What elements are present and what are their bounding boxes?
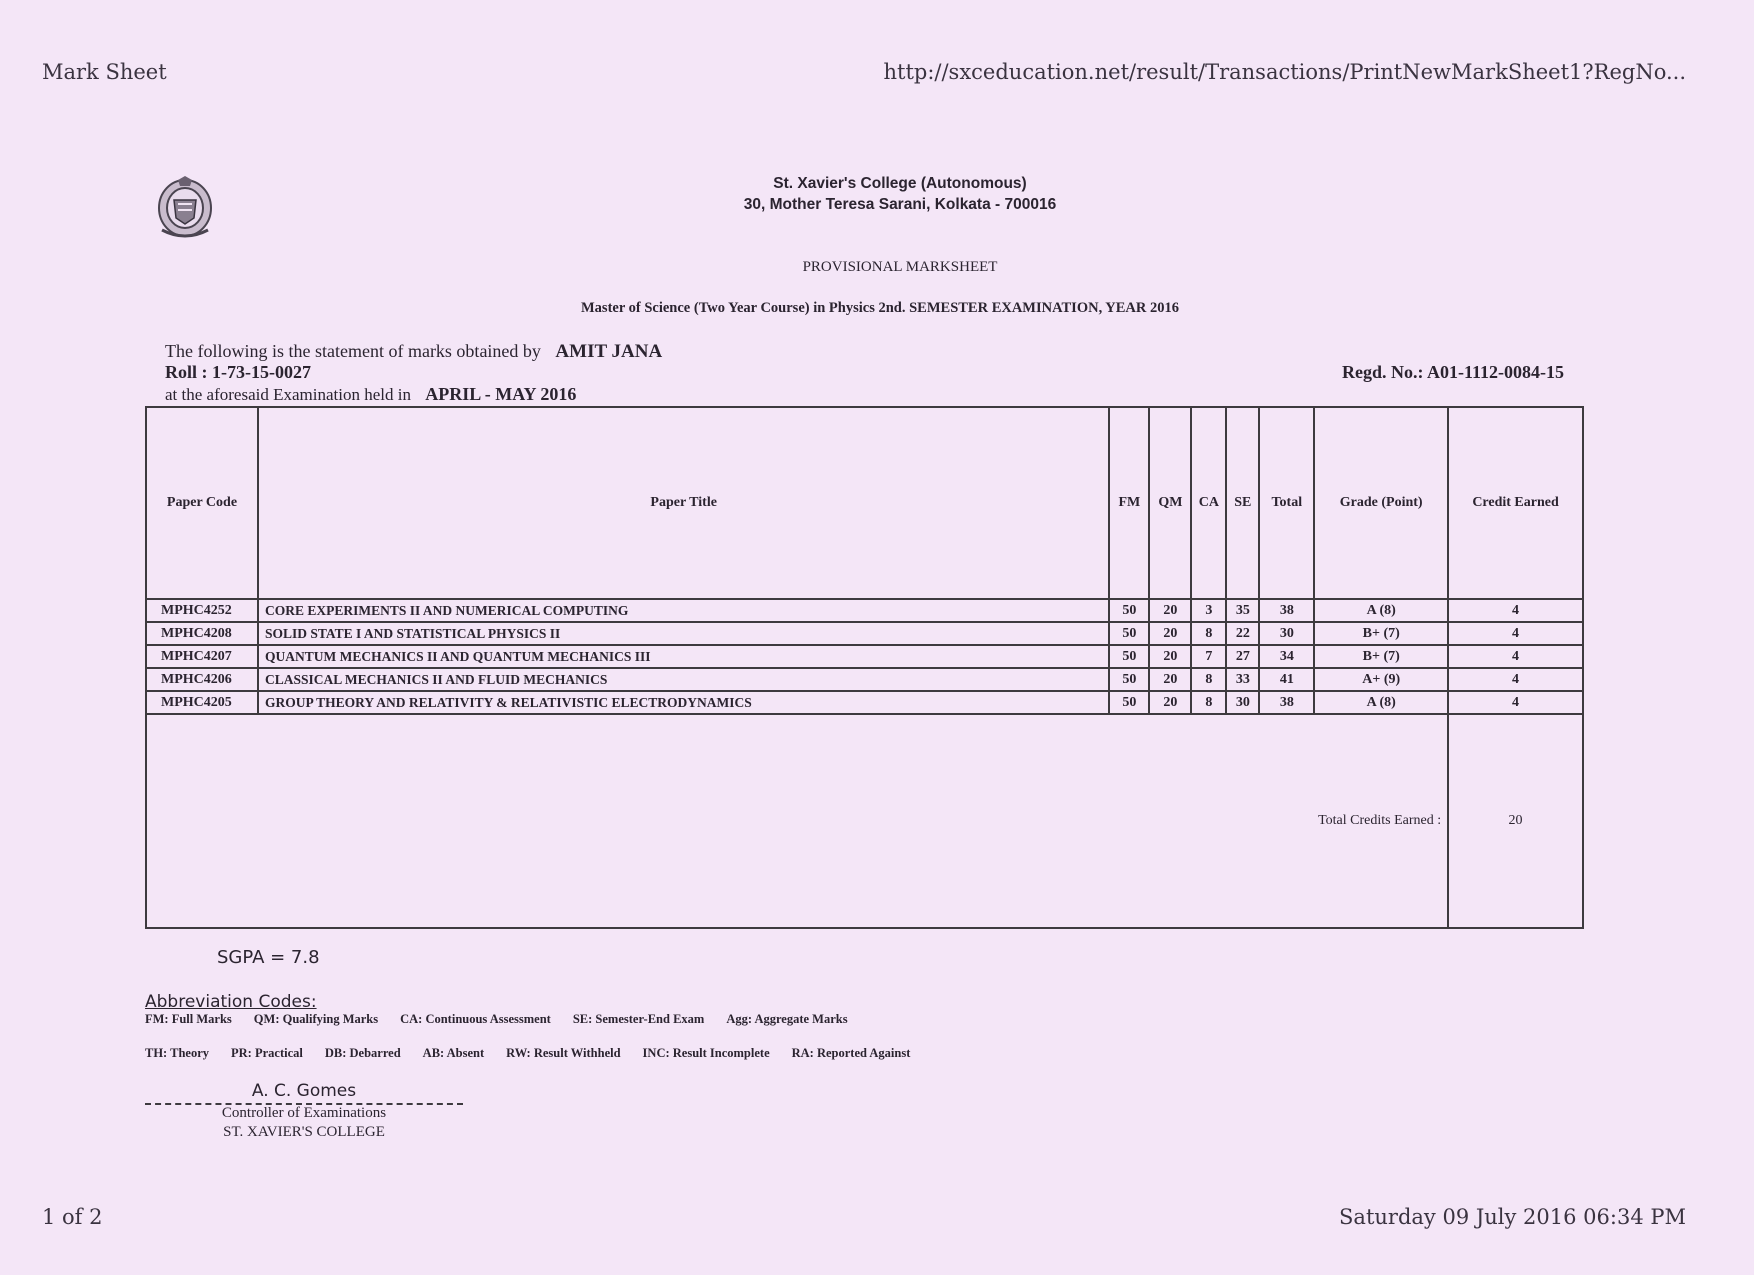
cell-qm: 20: [1149, 622, 1191, 645]
statement-prefix: The following is the statement of marks obtained by: [165, 341, 541, 361]
cell-fm: 50: [1109, 622, 1149, 645]
cell-se: 27: [1226, 645, 1259, 668]
marks-table: [145, 406, 1584, 929]
cell-credit: 4: [1448, 599, 1583, 622]
abbreviation-item: FM: Full Marks: [145, 1012, 232, 1026]
held-line: [165, 384, 576, 405]
table-row: [146, 691, 1583, 714]
abbreviation-heading: Abbreviation Codes:: [145, 992, 317, 1012]
cell-paper-code: MPHC4208: [146, 622, 258, 645]
abbreviation-item: SE: Semester-End Exam: [572, 1012, 705, 1026]
abbreviation-item: Agg: Aggregate Marks: [726, 1012, 848, 1026]
col-grade: Grade (Point): [1314, 407, 1448, 599]
total-credits-label: Total Credits Earned :: [146, 714, 1448, 928]
statement-line: [165, 341, 662, 363]
table-row: [146, 622, 1583, 645]
cell-credit: 4: [1448, 622, 1583, 645]
abbreviation-item: CA: Continuous Assessment: [400, 1012, 551, 1026]
student-name: AMIT JANA: [555, 341, 663, 362]
cell-fm: 50: [1109, 645, 1149, 668]
roll-number: Roll : 1-73-15-0027: [165, 362, 311, 382]
signatory-name: A. C. Gomes: [251, 1081, 357, 1101]
cell-qm: 20: [1149, 645, 1191, 668]
cell-credit: 4: [1448, 668, 1583, 691]
cell-paper-code: MPHC4206: [146, 668, 258, 691]
cell-fm: 50: [1109, 599, 1149, 622]
table-header-row: [146, 407, 1583, 599]
abbreviation-line-2: [145, 1046, 932, 1061]
table-row: [146, 645, 1583, 668]
doc-title: PROVISIONAL MARKSHEET: [802, 259, 998, 275]
cell-total: 38: [1259, 599, 1314, 622]
cell-ca: 8: [1191, 622, 1226, 645]
abbreviation-item: TH: Theory: [145, 1046, 210, 1060]
cell-grade: A (8): [1314, 691, 1448, 714]
abbreviation-item: RA: Reported Against: [791, 1046, 911, 1060]
abbreviation-item: DB: Debarred: [324, 1046, 401, 1060]
cell-total: 30: [1259, 622, 1314, 645]
cell-paper-code: MPHC4252: [146, 599, 258, 622]
col-ca: CA: [1191, 407, 1226, 599]
abbreviation-line-1: [145, 1012, 870, 1027]
signatory-org: ST. XAVIER'S COLLEGE: [223, 1124, 385, 1140]
held-prefix: at the aforesaid Examination held in: [165, 385, 411, 404]
cell-se: 30: [1226, 691, 1259, 714]
print-datetime: Saturday 09 July 2016 06:34 PM: [1339, 1205, 1686, 1229]
col-se: SE: [1226, 407, 1259, 599]
total-credits-row: [146, 714, 1583, 928]
cell-qm: 20: [1149, 599, 1191, 622]
abbreviation-item: INC: Result Incomplete: [642, 1046, 770, 1060]
college-address: 30, Mother Teresa Sarani, Kolkata - 700016: [743, 196, 1057, 213]
cell-ca: 8: [1191, 668, 1226, 691]
abbreviation-item: QM: Qualifying Marks: [253, 1012, 379, 1026]
col-qm: QM: [1149, 407, 1191, 599]
col-paper-code: Paper Code: [146, 407, 258, 599]
cell-ca: 3: [1191, 599, 1226, 622]
cell-paper-title: CORE EXPERIMENTS II AND NUMERICAL COMPUTING: [258, 599, 1109, 622]
cell-grade: B+ (7): [1314, 645, 1448, 668]
table-row: [146, 668, 1583, 691]
abbreviation-item: PR: Practical: [231, 1046, 303, 1060]
table-row: [146, 599, 1583, 622]
sgpa: SGPA = 7.8: [217, 947, 320, 968]
cell-se: 33: [1226, 668, 1259, 691]
cell-ca: 8: [1191, 691, 1226, 714]
cell-qm: 20: [1149, 668, 1191, 691]
cell-total: 38: [1259, 691, 1314, 714]
cell-se: 22: [1226, 622, 1259, 645]
col-total: Total: [1259, 407, 1314, 599]
registration-number: Regd. No.: A01-1112-0084-15: [1342, 362, 1564, 382]
cell-paper-title: GROUP THEORY AND RELATIVITY & RELATIVISTIC ELECTRODYNAMICS: [258, 691, 1109, 714]
cell-grade: B+ (7): [1314, 622, 1448, 645]
col-fm: FM: [1109, 407, 1149, 599]
college-crest-icon: [154, 174, 216, 240]
total-credits-value: 20: [1448, 714, 1583, 928]
cell-paper-code: MPHC4205: [146, 691, 258, 714]
college-name: St. Xavier's College (Autonomous): [773, 175, 1027, 192]
cell-ca: 7: [1191, 645, 1226, 668]
cell-total: 41: [1259, 668, 1314, 691]
cell-fm: 50: [1109, 691, 1149, 714]
col-paper-title: Paper Title: [258, 407, 1109, 599]
print-header-title: Mark Sheet: [42, 60, 167, 84]
cell-credit: 4: [1448, 691, 1583, 714]
cell-total: 34: [1259, 645, 1314, 668]
cell-paper-title: CLASSICAL MECHANICS II AND FLUID MECHANICS: [258, 668, 1109, 691]
cell-qm: 20: [1149, 691, 1191, 714]
cell-se: 35: [1226, 599, 1259, 622]
cell-credit: 4: [1448, 645, 1583, 668]
abbreviation-item: AB: Absent: [422, 1046, 485, 1060]
cell-fm: 50: [1109, 668, 1149, 691]
cell-paper-code: MPHC4207: [146, 645, 258, 668]
page-number: 1 of 2: [42, 1205, 103, 1229]
abbreviation-item: RW: Result Withheld: [506, 1046, 621, 1060]
cell-paper-title: SOLID STATE I AND STATISTICAL PHYSICS II: [258, 622, 1109, 645]
print-header-url: http://sxceducation.net/result/Transactions/PrintNewMarkSheet1?RegNo...: [883, 60, 1686, 84]
cell-paper-title: QUANTUM MECHANICS II AND QUANTUM MECHANICS III: [258, 645, 1109, 668]
cell-grade: A+ (9): [1314, 668, 1448, 691]
col-credit: Credit Earned: [1448, 407, 1583, 599]
cell-grade: A (8): [1314, 599, 1448, 622]
exam-session: APRIL - MAY 2016: [425, 384, 577, 404]
exam-title: Master of Science (Two Year Course) in Physics 2nd. SEMESTER EXAMINATION, YEAR 2016: [581, 300, 1179, 316]
signatory-designation: Controller of Examinations: [221, 1105, 387, 1121]
